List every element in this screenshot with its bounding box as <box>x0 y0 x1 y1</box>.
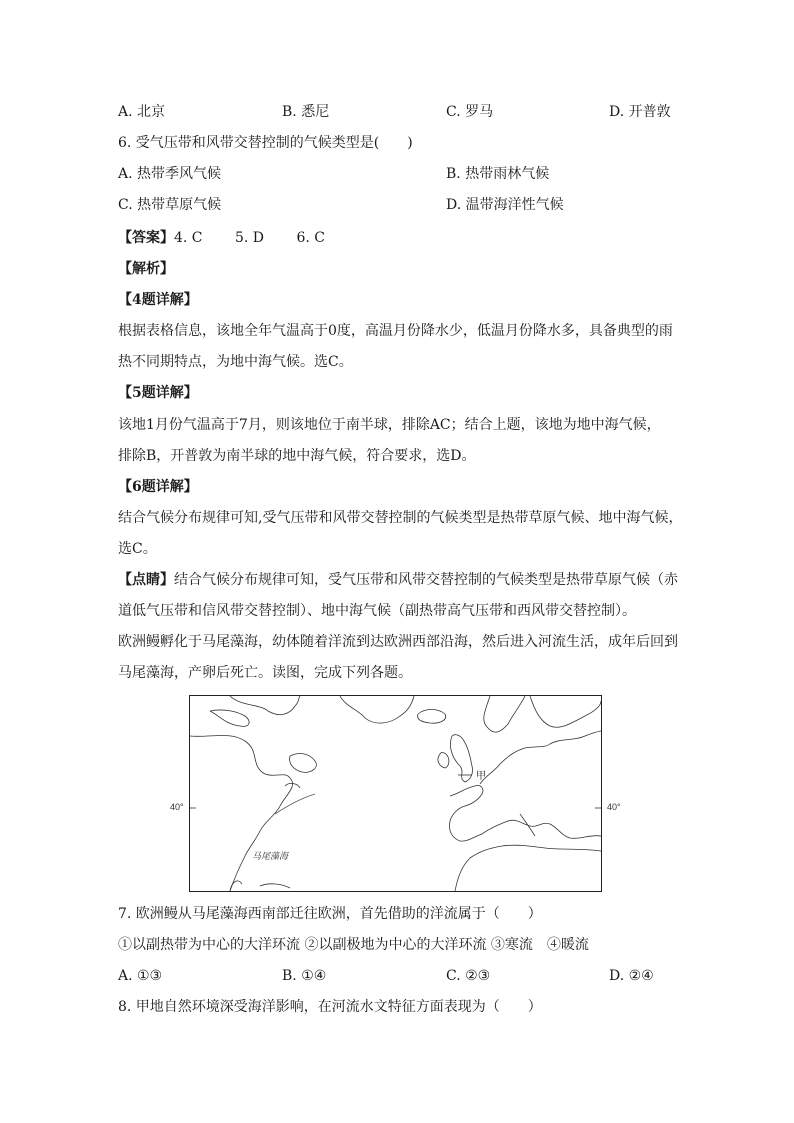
q6-stem: 6. 受气压带和风带交替控制的气候类型是( ) <box>118 135 413 151</box>
q6-detail-line2: 选C。 <box>118 541 157 557</box>
intro-line1: 欧洲鳗孵化于马尾藻海，幼体随着洋流到达欧洲西部沿海，然后进入河流生活，成年后回到 <box>118 634 678 650</box>
q7-items: ①以副热带为中心的大洋环流 ②以副极地为中心的大洋环流 ③寒流 ④暖流 <box>118 937 589 953</box>
q7-option-b: B. ①④ <box>282 968 327 984</box>
q5-option-a: A. 北京 <box>118 104 166 120</box>
q4-detail-line2: 热不同期特点，为地中海气候。选C。 <box>118 354 353 370</box>
latitude-label-right: 40° <box>607 802 621 812</box>
highlight-line1 <box>118 570 678 590</box>
q7-option-c: C. ②③ <box>446 968 491 984</box>
iceland-coast <box>418 710 446 724</box>
north-islands <box>230 696 300 715</box>
highlight-label: 【点睛】 <box>118 572 174 588</box>
point-label-jia: 甲 <box>476 771 486 782</box>
north-america-coast <box>190 735 293 891</box>
atlantic-map <box>189 695 602 892</box>
q5-detail-line2: 排除B，开普敦为南半球的地中海气候，符合要求，选D。 <box>118 448 476 464</box>
q4-detail-line1: 根据表格信息，该地全年气温高于0度，高温月份降水少，低温月份降水多，具备典型的雨 <box>118 323 673 339</box>
answer-label: 【答案】 <box>118 230 174 246</box>
africa-coast <box>455 845 601 891</box>
q4-detail-label: 【4题详解】 <box>118 292 198 308</box>
answer-text: 4. C 5. D 6. C <box>174 230 325 246</box>
q7-option-a: A. ①③ <box>118 968 163 984</box>
analysis-label: 【解析】 <box>118 261 174 277</box>
q7-stem: 7. 欧洲鳗从马尾藻海西南部迁往欧洲，首先借助的洋流属于（ ） <box>118 906 542 922</box>
q6-detail-label: 【6题详解】 <box>118 479 198 495</box>
q5-detail-line1: 该地1月份气温高于7月，则该地位于南半球，排除AC；结合上题，该地为地中海气候， <box>118 417 661 433</box>
scandinavia-coast <box>484 696 525 732</box>
highlight-text: 结合气候分布规律可知，受气压带和风带交替控制的气候类型是热带草原气候（赤 <box>174 572 678 588</box>
q5-option-c: C. 罗马 <box>446 104 494 120</box>
answer-line <box>118 228 325 248</box>
europe-coast <box>480 731 601 784</box>
q6-option-b: B. 热带雨林气候 <box>446 166 550 182</box>
q6-detail-line1: 结合气候分布规律可知,受气压带和风带交替控制的气候类型是热带草原气候、地中海气候， <box>118 510 683 526</box>
q8-stem: 8. 甲地自然环境深受海洋影响，在河流水文特征方面表现为（ ） <box>118 999 542 1015</box>
q6-option-c: C. 热带草原气候 <box>118 197 222 213</box>
q5-option-b: B. 悉尼 <box>282 104 330 120</box>
mediterranean-coast <box>482 820 601 838</box>
q7-option-d: D. ②④ <box>609 968 654 984</box>
highlight-line2: 道低气压带和信风带交替控制）、地中海气候（副热带高气压带和西风带交替控制）。 <box>118 603 636 619</box>
q6-option-d: D. 温带海洋性气候 <box>446 197 564 213</box>
intro-line2: 马尾藻海，产卵后死亡。读图，完成下列各题。 <box>118 665 412 681</box>
sargasso-sea-label: 马尾藻海 <box>252 852 289 862</box>
latitude-label-left: 40° <box>170 802 184 812</box>
q5-option-d: D. 开普敦 <box>609 104 671 120</box>
q5-detail-label: 【5题详解】 <box>118 385 198 401</box>
greenland-coast <box>340 696 414 723</box>
q6-option-a: A. 热带季风气候 <box>118 166 222 182</box>
